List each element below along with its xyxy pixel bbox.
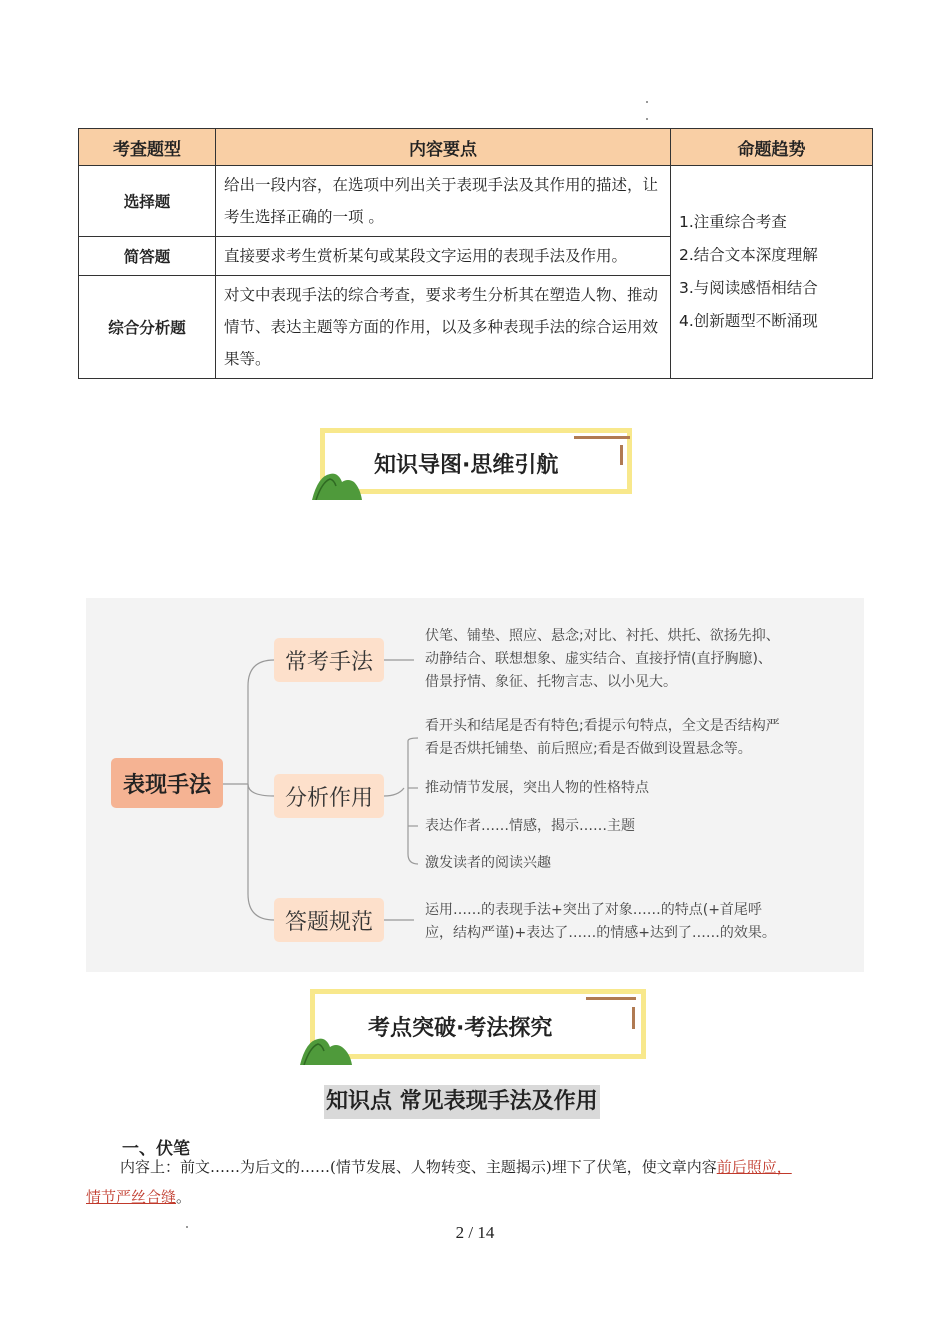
root-node: 表现手法 bbox=[111, 758, 223, 808]
leaf-text: 动静结合、联想想象、虚实结合、直接抒情(直抒胸臆)、 bbox=[425, 651, 772, 667]
scan-dot bbox=[646, 101, 648, 103]
leaf-text: 运用……的表现手法+突出了对象……的特点(+首尾呼 bbox=[425, 902, 762, 918]
banner-title: 知识导图·思维引航 bbox=[374, 453, 559, 478]
banner-title: 考点突破·考法探究 bbox=[368, 1016, 553, 1041]
row-type: 简答题 bbox=[79, 237, 216, 276]
row-content: 给出一段内容，在选项中列出关于表现手法及其作用的描述，让考生选择正确的一项 。 bbox=[216, 166, 671, 237]
para-end: 。 bbox=[176, 1188, 192, 1206]
table-header-row bbox=[79, 129, 873, 166]
para-highlight: 情节严丝合缝 bbox=[86, 1188, 177, 1206]
leaf-text: 表达作者……情感，揭示……主题 bbox=[425, 818, 635, 834]
header-type: 考查题型 bbox=[79, 129, 216, 166]
trend-item: 4.创新题型不断涌现 bbox=[679, 312, 818, 330]
banner-decoration bbox=[632, 1007, 635, 1029]
mind-map bbox=[86, 598, 864, 972]
page-number: 2 / 14 bbox=[455, 1223, 495, 1242]
branch-node: 常考手法 bbox=[274, 638, 384, 682]
trend-item: 2.结合文本深度理解 bbox=[679, 246, 818, 264]
scan-dot bbox=[646, 118, 648, 120]
banner-decoration bbox=[620, 445, 623, 465]
header-content: 内容要点 bbox=[216, 129, 671, 166]
banner-decoration bbox=[574, 436, 630, 439]
branch-node: 分析作用 bbox=[274, 774, 384, 818]
para-highlight: 前后照应， bbox=[716, 1158, 792, 1176]
leaf-text: 看是否烘托铺垫、前后照应;看是否做到设置悬念等。 bbox=[425, 741, 752, 757]
section-banner-mindmap bbox=[312, 428, 636, 500]
body-paragraph bbox=[86, 1152, 886, 1212]
leaf-text: 应，结构严谨)+表达了……的情感+达到了……的效果。 bbox=[425, 925, 776, 941]
row-type: 选择题 bbox=[79, 166, 216, 237]
table-row bbox=[79, 166, 873, 237]
trend-item: 1.注重综合考查 bbox=[679, 213, 787, 231]
leaf-text: 推动情节发展，突出人物的性格特点 bbox=[425, 780, 649, 796]
row-type: 综合分析题 bbox=[79, 276, 216, 379]
header-trend: 命题趋势 bbox=[671, 129, 873, 166]
section-banner-exam bbox=[300, 989, 648, 1065]
row-content: 直接要求考生赏析某句或某段文字运用的表现手法及作用。 bbox=[216, 237, 671, 276]
section-heading: 一、伏笔 bbox=[122, 1139, 190, 1159]
leaf-text: 伏笔、铺垫、照应、悬念;对比、衬托、烘托、欲扬先抑、 bbox=[425, 628, 780, 644]
knowledge-heading: 知识点 常见表现手法及作用 bbox=[324, 1085, 600, 1119]
mountain-icon bbox=[312, 470, 364, 500]
trend-cell bbox=[671, 166, 873, 379]
exam-type-table bbox=[78, 128, 873, 379]
trend-item: 3.与阅读感悟相结合 bbox=[679, 279, 818, 297]
mountain-icon bbox=[300, 1035, 354, 1065]
branch-node: 答题规范 bbox=[274, 898, 384, 942]
row-content: 对文中表现手法的综合考查，要求考生分析其在塑造人物、推动情节、表达主题等方面的作用，以及多种表现手法的综合运用效果等。 bbox=[216, 276, 671, 379]
leaf-text: 激发读者的阅读兴趣 bbox=[425, 855, 551, 871]
leaf-text: 借景抒情、象征、托物言志、以小见大。 bbox=[425, 674, 677, 690]
banner-decoration bbox=[586, 997, 636, 1000]
leaf-text: 看开头和结尾是否有特色;看提示句特点，全文是否结构严 bbox=[425, 718, 780, 734]
para-text: 内容上：前文……为后文的……(情节发展、人物转变、主题揭示)埋下了伏笔，使文章内容 bbox=[120, 1158, 717, 1176]
